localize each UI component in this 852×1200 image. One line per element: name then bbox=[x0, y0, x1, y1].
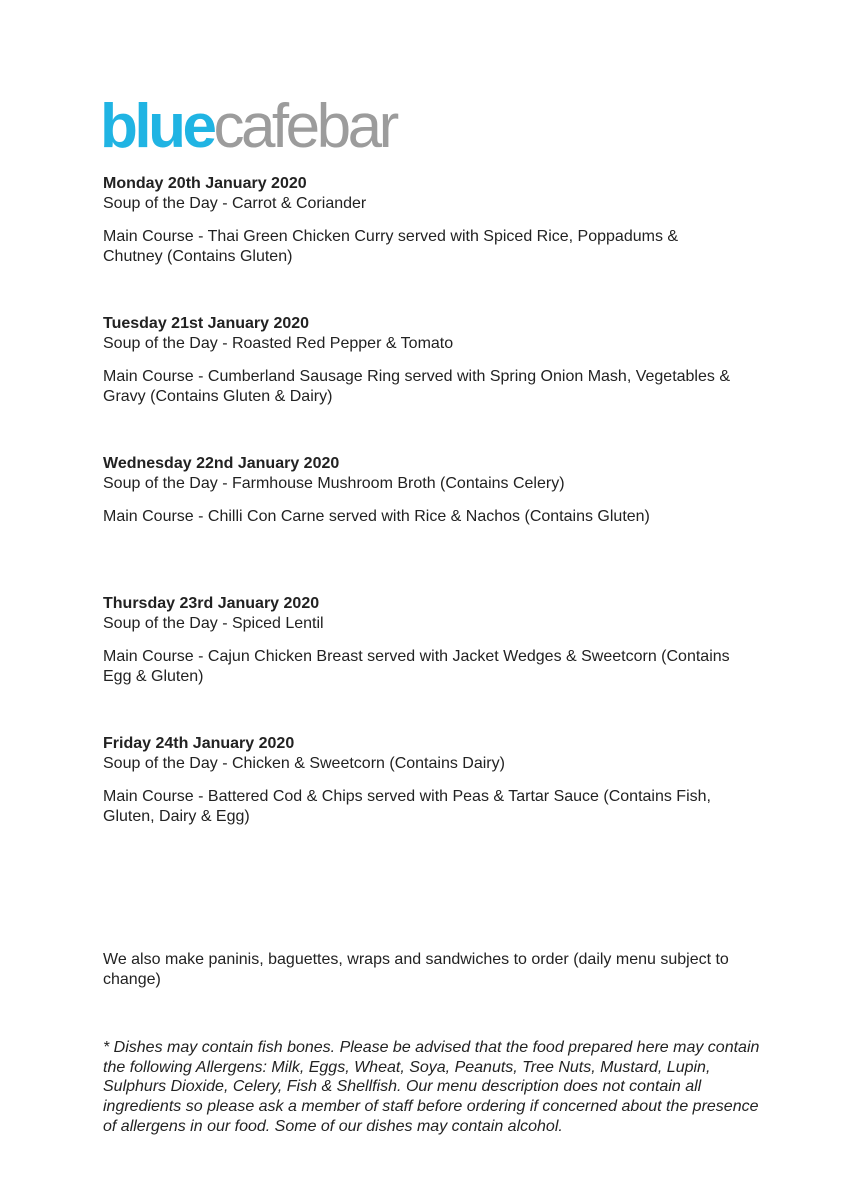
bluecafebar-logo bbox=[100, 92, 783, 161]
soup-of-the-day: Soup of the Day - Carrot & Coriander bbox=[103, 195, 367, 212]
soup-of-the-day: Soup of the Day - Farmhouse Mushroom Broth (Contains Celery) bbox=[103, 475, 565, 492]
made-to-order-note bbox=[103, 950, 743, 990]
logo-cafebar-text: cafebar bbox=[213, 92, 396, 161]
day-title: Thursday 23rd January 2020 bbox=[103, 595, 320, 612]
day-section-tuesday bbox=[103, 314, 783, 454]
main-course: Main Course - Cumberland Sausage Ring served with Spring Onion Mash, Vegetables & Gravy (Contains Gluten & Dairy) bbox=[103, 368, 730, 405]
main-course: Main Course - Battered Cod & Chips served with Peas & Tartar Sauce (Contains Fish, Gluten, Dairy & Egg) bbox=[103, 788, 711, 825]
soup-of-the-day: Soup of the Day - Roasted Red Pepper & Tomato bbox=[103, 335, 454, 352]
day-title: Monday 20th January 2020 bbox=[103, 175, 307, 192]
allergen-disclaimer: * Dishes may contain fish bones. Please be advised that the food prepared here may contain the following Allergens: Milk, Eggs, Wheat, Soya, Peanuts, Tree Nuts, Mustard, Lupin, Sulphurs Dioxide, Celery, Fish & Shellfish. Our menu description does not contain all ingredients so please ask a member of staff before ordering if concerned about the presence of allergens in our food. Some of our dishes may contain alcohol. bbox=[103, 1039, 760, 1135]
day-title: Tuesday 21st January 2020 bbox=[103, 315, 310, 332]
logo-blue-text: blue bbox=[100, 92, 214, 161]
day-title: Friday 24th January 2020 bbox=[103, 735, 295, 752]
made-to-order-text: We also make paninis, baguettes, wraps and sandwiches to order (daily menu subject to change) bbox=[103, 951, 729, 988]
day-section-monday bbox=[103, 174, 783, 314]
day-title: Wednesday 22nd January 2020 bbox=[103, 455, 340, 472]
main-course: Main Course - Cajun Chicken Breast served with Jacket Wedges & Sweetcorn (Contains Egg & Gluten) bbox=[103, 648, 730, 685]
main-course: Main Course - Chilli Con Carne served with Rice & Nachos (Contains Gluten) bbox=[103, 508, 650, 525]
weekly-menu bbox=[103, 174, 783, 874]
day-section-friday bbox=[103, 734, 783, 874]
main-course: Main Course - Thai Green Chicken Curry served with Spiced Rice, Poppadums & Chutney (Contains Gluten) bbox=[103, 228, 679, 265]
menu-page bbox=[100, 92, 783, 1135]
day-section-thursday bbox=[103, 594, 783, 734]
day-section-wednesday bbox=[103, 454, 783, 594]
soup-of-the-day: Soup of the Day - Spiced Lentil bbox=[103, 615, 324, 632]
soup-of-the-day: Soup of the Day - Chicken & Sweetcorn (Contains Dairy) bbox=[103, 755, 505, 772]
